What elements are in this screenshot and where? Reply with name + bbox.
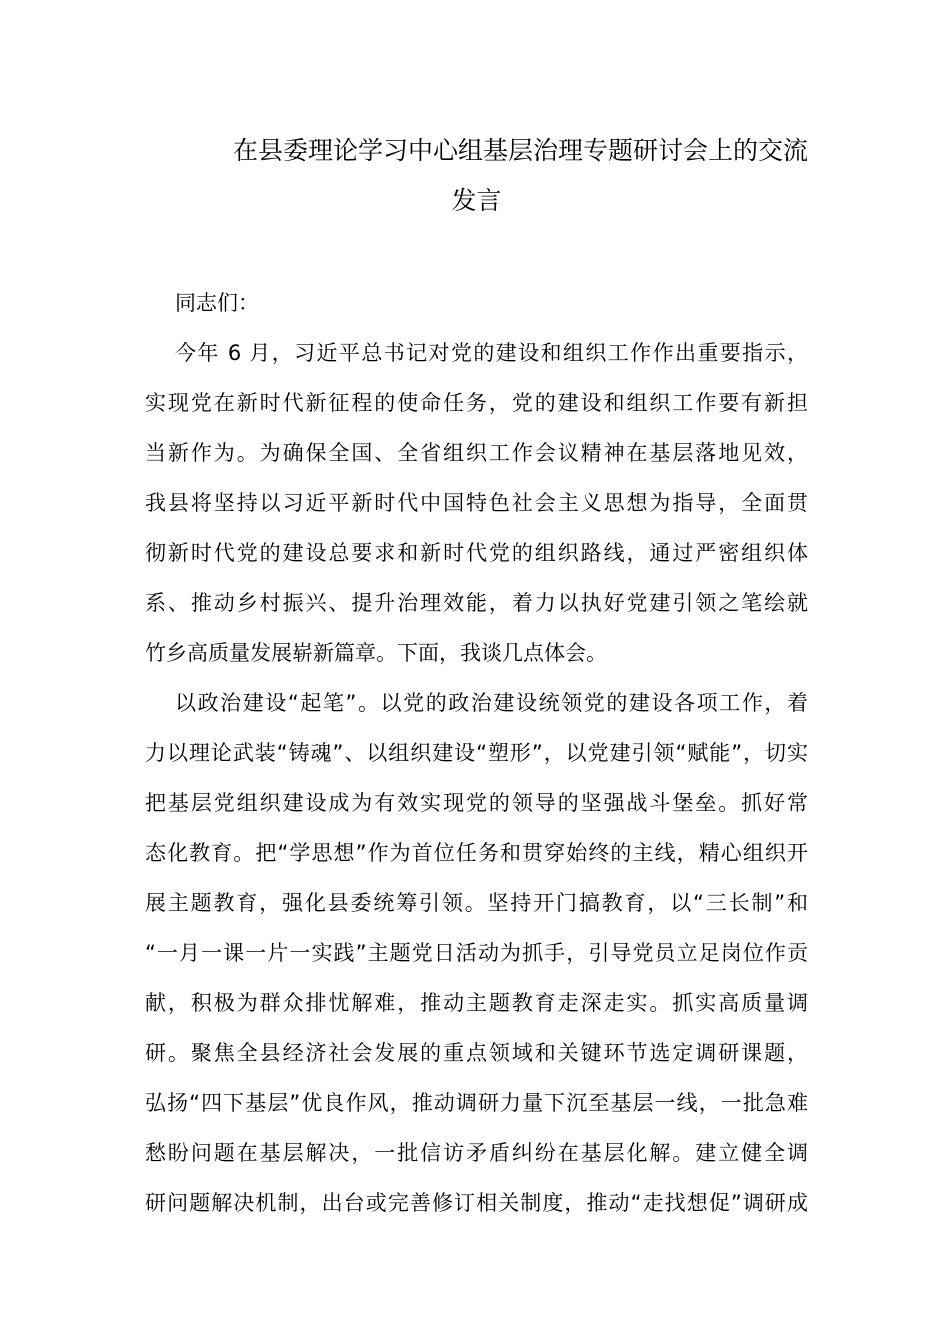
document-title-line-1: 在县委理论学习中心组基层治理专题研讨会上的交流 — [232, 136, 808, 165]
document-body — [145, 278, 808, 1228]
document-title-line-2: 发言 — [451, 186, 502, 215]
text-line: 我县将坚持以习近平新时代中国特色社会主义思想为指导，全面贯 — [145, 491, 808, 515]
text-line: 研。聚焦全县经济社会发展的重点领域和关键环节选定调研课题， — [145, 1041, 808, 1065]
text-line: 系、推动乡村振兴、提升治理效能，着力以执好党建引领之笔绘就 — [145, 591, 808, 615]
text-line: 实现党在新时代新征程的使命任务，党的建设和组织工作要有新担 — [145, 391, 808, 415]
text-line: 愁盼问题在基层解决，一批信访矛盾纠纷在基层化解。建立健全调 — [145, 1141, 808, 1165]
text-line: 竹乡高质量发展崭新篇章。下面，我谈几点体会。 — [145, 641, 607, 665]
text-line: 献，积极为群众排忧解难，推动主题教育走深走实。抓实高质量调 — [145, 991, 808, 1015]
text-line: 态化教育。把“学思想”作为首位任务和贯穿始终的主线，精心组织开 — [145, 841, 808, 865]
text-line: 弘扬“四下基层”优良作风，推动调研力量下沉至基层一线，一批急难 — [145, 1091, 808, 1115]
text-line: 力以理论武装“铸魂”、以组织建设“塑形”，以党建引领“赋能”，切实 — [145, 741, 808, 765]
text-line: 把基层党组织建设成为有效实现党的领导的坚强战斗堡垒。抓好常 — [145, 791, 808, 815]
text-line: 展主题教育，强化县委统筹引领。坚持开门搞教育，以“三长制”和 — [145, 891, 808, 915]
text-line: “一月一课一片一实践”主题党日活动为抓手，引导党员立足岗位作贡 — [145, 941, 808, 965]
text-line: 彻新时代党的建设总要求和新时代党的组织路线，通过严密组织体 — [145, 541, 808, 565]
text-line: 以政治建设“起笔”。以党的政治建设统领党的建设各项工作，着 — [175, 691, 808, 715]
salutation: 同志们： — [175, 291, 259, 315]
text-line: 研问题解决机制，出台或完善修订相关制度，推动“走找想促”调研成 — [145, 1191, 808, 1215]
text-line: 今年 6 月，习近平总书记对党的建设和组织工作作出重要指示， — [175, 341, 808, 365]
text-line: 当新作为。为确保全国、全省组织工作会议精神在基层落地见效， — [145, 441, 808, 465]
